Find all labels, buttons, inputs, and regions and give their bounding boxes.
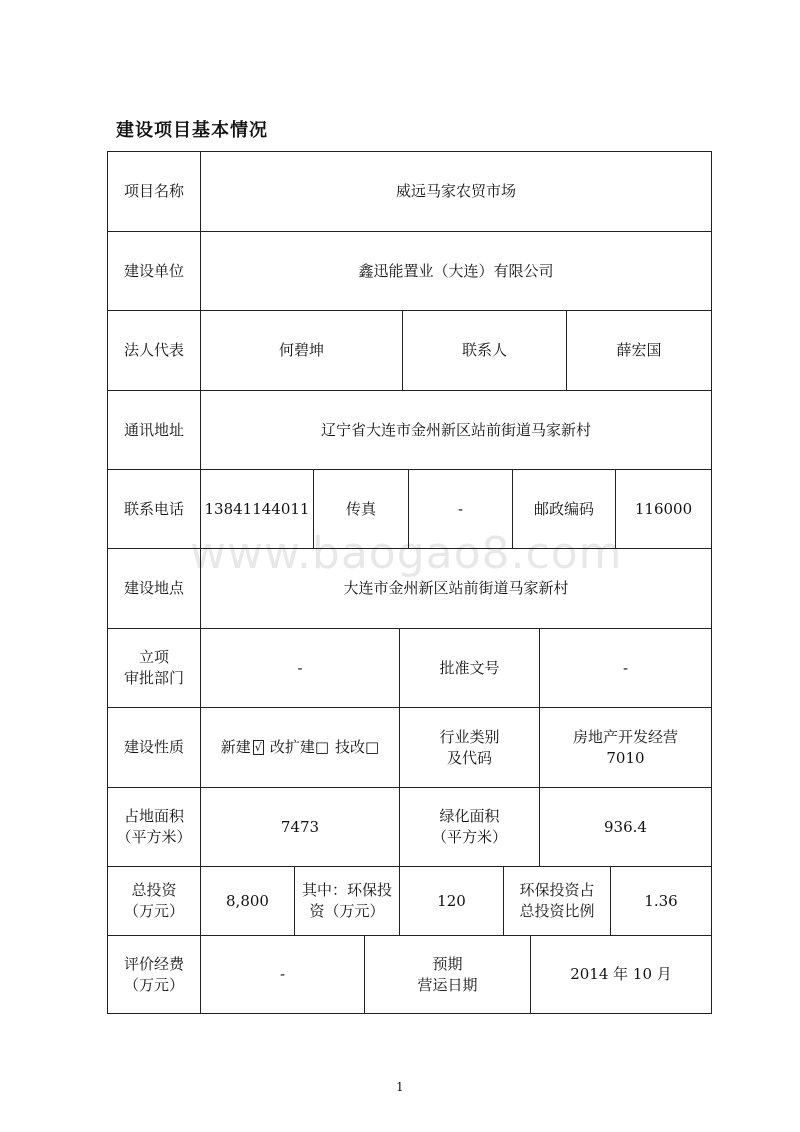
row-site	[107, 548, 712, 628]
page-title: 建设项目基本情况	[116, 120, 268, 141]
row-approval	[107, 628, 712, 707]
row-area	[107, 787, 712, 866]
value-land-area: 7473	[200, 788, 399, 866]
row-address	[107, 390, 712, 469]
page-number: 1	[396, 1080, 404, 1094]
value-fax: -	[408, 470, 512, 548]
nature-new-label: 新建	[220, 738, 251, 756]
label-approval-dept: 立项 审批部门	[123, 648, 184, 687]
value-eval-cost: -	[200, 936, 364, 1013]
value-approval-dept: -	[200, 629, 399, 707]
label-total-investment: 总投资 （万元）	[123, 881, 184, 920]
value-site: 大连市金州新区站前街道马家新村	[200, 549, 711, 628]
label-env-investment: 其中：环保投 资（万元）	[294, 867, 399, 935]
checkbox-new: √	[254, 741, 262, 754]
label-project-name: 项目名称	[123, 182, 184, 200]
value-env-investment: 120	[399, 867, 503, 935]
row-evaluation	[107, 935, 712, 1014]
value-env-ratio: 1.36	[610, 867, 711, 935]
value-postcode: 116000	[615, 470, 711, 548]
label-legal-rep: 法人代表	[123, 341, 184, 359]
label-contact: 联系人	[402, 311, 566, 390]
value-operation-date: 2014 年 10 月	[530, 936, 711, 1013]
label-postcode: 邮政编码	[512, 470, 615, 548]
value-address: 辽宁省大连市金州新区站前街道马家新村	[200, 391, 711, 469]
value-approval-doc: -	[539, 629, 711, 707]
label-industry: 行业类别 及代码	[399, 708, 539, 787]
value-green-area: 936.4	[539, 788, 711, 866]
label-nature: 建设性质	[123, 738, 184, 756]
row-phone	[107, 469, 712, 548]
value-total-investment: 8,800	[200, 867, 294, 935]
value-phone: 13841144011	[200, 470, 313, 548]
label-fax: 传真	[313, 470, 408, 548]
label-land-area: 占地面积 （平方米）	[116, 807, 192, 846]
row-builder	[107, 231, 712, 310]
value-nature	[200, 708, 399, 787]
watermark: www.baogao8.com	[190, 528, 623, 579]
value-industry: 房地产开发经营 7010	[539, 708, 711, 787]
label-approval-doc: 批准文号	[399, 629, 539, 707]
row-investment	[107, 866, 712, 935]
nature-tech-label: 技改□	[335, 738, 380, 756]
label-operation-date: 预期 营运日期	[364, 936, 530, 1013]
label-green-area: 绿化面积 （平方米）	[399, 788, 539, 866]
label-builder: 建设单位	[123, 261, 184, 280]
row-legal	[107, 310, 712, 390]
label-env-ratio: 环保投资占 总投资比例	[503, 867, 610, 935]
value-legal-rep: 何碧坤	[200, 311, 402, 390]
row-nature	[107, 707, 712, 787]
nature-expand-label: 改扩建□	[269, 738, 329, 756]
label-site: 建设地点	[123, 579, 184, 597]
label-address: 通讯地址	[123, 420, 184, 439]
row-project-name	[107, 151, 712, 231]
value-contact: 薛宏国	[566, 311, 711, 390]
value-builder: 鑫迅能置业（大连）有限公司	[200, 232, 711, 310]
label-eval-cost: 评价经费 （万元）	[123, 954, 184, 994]
value-project-name: 威远马家农贸市场	[200, 152, 711, 231]
label-phone: 联系电话	[123, 499, 184, 518]
